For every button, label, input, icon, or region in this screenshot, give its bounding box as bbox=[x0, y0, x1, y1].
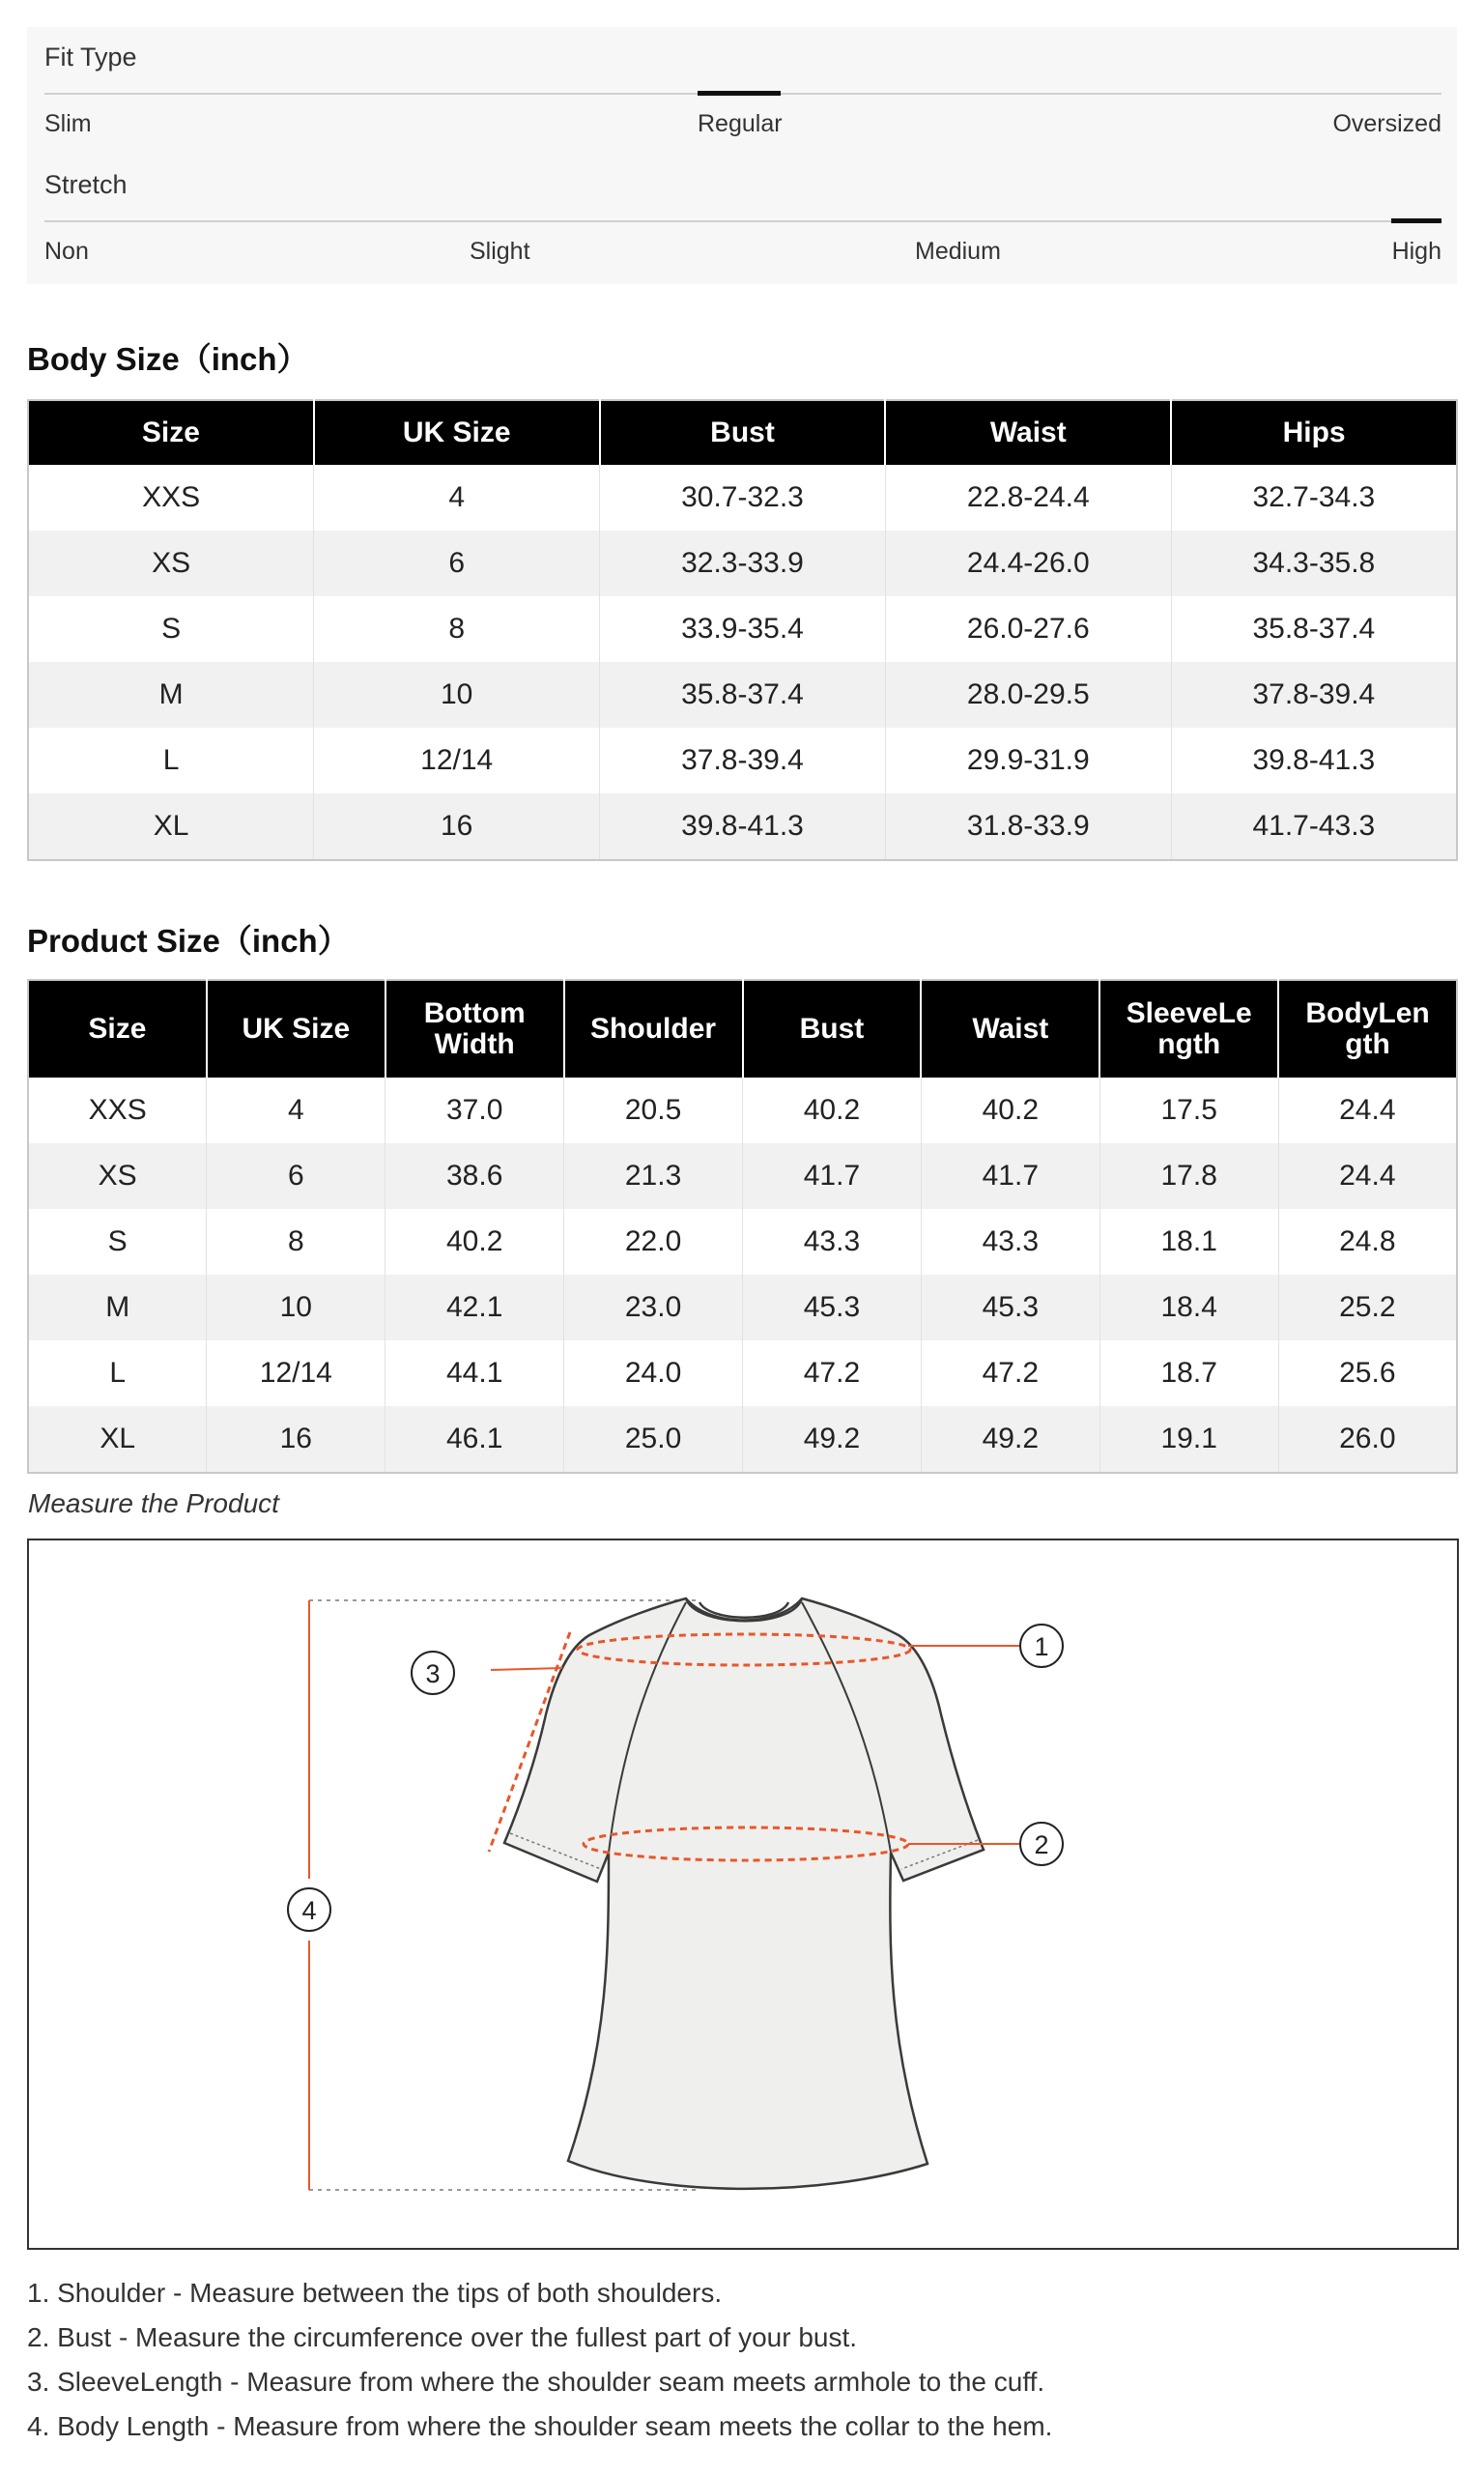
table-cell: 25.2 bbox=[1278, 1275, 1457, 1340]
table-cell: 18.4 bbox=[1099, 1275, 1278, 1340]
table-cell: 22.0 bbox=[564, 1209, 743, 1275]
table-cell: 41.7 bbox=[743, 1143, 922, 1209]
table-cell: 40.2 bbox=[385, 1209, 564, 1275]
measure-note-body-length: 4. Body Length - Measure from where the shoulder seam meets the collar to the hem. bbox=[27, 2411, 1053, 2441]
table-cell: 20.5 bbox=[564, 1078, 743, 1143]
table-cell: 37.8-39.4 bbox=[1171, 662, 1457, 728]
table-cell: 43.3 bbox=[743, 1209, 922, 1275]
table-cell: L bbox=[28, 1340, 207, 1406]
table-cell: 16 bbox=[207, 1406, 385, 1473]
table-cell: 46.1 bbox=[385, 1406, 564, 1473]
table-row bbox=[28, 1209, 1457, 1275]
table-cell: 25.6 bbox=[1278, 1340, 1457, 1406]
table-cell: 21.3 bbox=[564, 1143, 743, 1209]
table-cell: 12/14 bbox=[207, 1340, 385, 1406]
table-cell: 31.8-33.9 bbox=[885, 793, 1171, 860]
table-cell: 42.1 bbox=[385, 1275, 564, 1340]
table-cell: 24.0 bbox=[564, 1340, 743, 1406]
measure-diagram bbox=[27, 1539, 1459, 2250]
fit-type-scale bbox=[44, 27, 1441, 155]
table-cell: 6 bbox=[207, 1143, 385, 1209]
column-header: Bust bbox=[743, 980, 922, 1078]
table-cell: 8 bbox=[207, 1209, 385, 1275]
table-cell: 24.4-26.0 bbox=[885, 531, 1171, 596]
callout-3-leader bbox=[491, 1668, 562, 1670]
table-cell: 30.7-32.3 bbox=[600, 465, 886, 531]
measure-note-bust: 2. Bust - Measure the circumference over the fullest part of your bust. bbox=[27, 2322, 858, 2352]
table-cell: 43.3 bbox=[921, 1209, 1099, 1275]
table-cell: XL bbox=[28, 793, 314, 860]
table-cell: 10 bbox=[207, 1275, 385, 1340]
table-cell: 35.8-37.4 bbox=[600, 662, 886, 728]
measure-note-sleeve-length: 3. SleeveLength - Measure from where the shoulder seam meets armhole to the cuff. bbox=[27, 2367, 1045, 2397]
table-cell: 28.0-29.5 bbox=[885, 662, 1171, 728]
table-cell: 10 bbox=[314, 662, 600, 728]
table-cell: 24.4 bbox=[1278, 1143, 1457, 1209]
fit-type-option-oversized: Oversized bbox=[1332, 110, 1441, 137]
column-header: Waist bbox=[885, 400, 1171, 465]
table-cell: 38.6 bbox=[385, 1143, 564, 1209]
table-cell: 4 bbox=[314, 465, 600, 531]
callout-1-label: 1 bbox=[1034, 1632, 1049, 1661]
table-header-row bbox=[28, 400, 1457, 465]
table-row bbox=[28, 465, 1457, 531]
table-cell: XL bbox=[28, 1406, 207, 1473]
stretch-option-slight: Slight bbox=[470, 238, 530, 265]
callout-2-label: 2 bbox=[1034, 1830, 1049, 1859]
callout-3-badge bbox=[412, 1652, 454, 1694]
stretch-scale bbox=[44, 155, 1441, 284]
table-row bbox=[28, 662, 1457, 728]
table-cell: 4 bbox=[207, 1078, 385, 1143]
body-size-title: Body Size（inch） bbox=[27, 341, 309, 377]
column-header: SleeveLe ngth bbox=[1099, 980, 1278, 1078]
callout-4-label: 4 bbox=[301, 1896, 317, 1925]
table-cell: S bbox=[28, 596, 314, 662]
table-cell: 35.8-37.4 bbox=[1171, 596, 1457, 662]
table-row bbox=[28, 1406, 1457, 1473]
stretch-option-medium: Medium bbox=[915, 238, 1001, 265]
table-cell: 40.2 bbox=[743, 1078, 922, 1143]
table-cell: 44.1 bbox=[385, 1340, 564, 1406]
measure-caption: Measure the Product bbox=[28, 1488, 279, 1518]
column-header: Size bbox=[28, 400, 314, 465]
table-cell: 26.0-27.6 bbox=[885, 596, 1171, 662]
measure-note-shoulder: 1. Shoulder - Measure between the tips of both shoulders. bbox=[27, 2278, 723, 2308]
table-cell: S bbox=[28, 1209, 207, 1275]
table-cell: 26.0 bbox=[1278, 1406, 1457, 1473]
product-size-table bbox=[27, 979, 1458, 1474]
table-cell: 16 bbox=[314, 793, 600, 860]
column-header: Waist bbox=[921, 980, 1099, 1078]
column-header: BodyLen gth bbox=[1278, 980, 1457, 1078]
callout-3-label: 3 bbox=[425, 1659, 441, 1688]
table-cell: L bbox=[28, 728, 314, 793]
table-cell: 39.8-41.3 bbox=[600, 793, 886, 860]
callout-4-badge bbox=[288, 1888, 330, 1931]
table-cell: 47.2 bbox=[921, 1340, 1099, 1406]
stretch-option-non: Non bbox=[44, 238, 89, 265]
table-cell: XS bbox=[28, 531, 314, 596]
table-row bbox=[28, 1275, 1457, 1340]
table-cell: 17.8 bbox=[1099, 1143, 1278, 1209]
column-header: Bust bbox=[600, 400, 886, 465]
table-cell: 23.0 bbox=[564, 1275, 743, 1340]
table-cell: 25.0 bbox=[564, 1406, 743, 1473]
table-cell: 6 bbox=[314, 531, 600, 596]
column-header: Hips bbox=[1171, 400, 1457, 465]
table-row bbox=[28, 728, 1457, 793]
tshirt-measure-illustration bbox=[29, 1540, 1457, 2248]
table-cell: 32.7-34.3 bbox=[1171, 465, 1457, 531]
table-row bbox=[28, 596, 1457, 662]
table-cell: 34.3-35.8 bbox=[1171, 531, 1457, 596]
stretch-option-high: High bbox=[1391, 238, 1441, 265]
table-cell: 24.4 bbox=[1278, 1078, 1457, 1143]
table-cell: 45.3 bbox=[921, 1275, 1099, 1340]
table-cell: 24.8 bbox=[1278, 1209, 1457, 1275]
callout-1-badge bbox=[1020, 1625, 1063, 1667]
table-cell: XS bbox=[28, 1143, 207, 1209]
product-size-title: Product Size（inch） bbox=[27, 923, 350, 959]
table-cell: 17.5 bbox=[1099, 1078, 1278, 1143]
table-header-row bbox=[28, 980, 1457, 1078]
stretch-marker bbox=[1391, 218, 1441, 223]
table-cell: 49.2 bbox=[743, 1406, 922, 1473]
table-cell: 45.3 bbox=[743, 1275, 922, 1340]
callout-2-badge bbox=[1020, 1823, 1063, 1865]
tshirt-icon bbox=[504, 1598, 984, 2189]
fit-panel bbox=[27, 27, 1457, 284]
table-cell: M bbox=[28, 1275, 207, 1340]
fit-type-title: Fit Type bbox=[44, 43, 137, 72]
table-cell: 32.3-33.9 bbox=[600, 531, 886, 596]
column-header: UK Size bbox=[314, 400, 600, 465]
column-header: Size bbox=[28, 980, 207, 1078]
table-row bbox=[28, 1143, 1457, 1209]
table-cell: 29.9-31.9 bbox=[885, 728, 1171, 793]
table-cell: 19.1 bbox=[1099, 1406, 1278, 1473]
fit-type-option-regular: Regular bbox=[698, 110, 783, 137]
table-cell: 37.0 bbox=[385, 1078, 564, 1143]
table-cell: 41.7 bbox=[921, 1143, 1099, 1209]
table-cell: XXS bbox=[28, 465, 314, 531]
body-size-table bbox=[27, 399, 1458, 861]
column-header: UK Size bbox=[207, 980, 385, 1078]
table-cell: 49.2 bbox=[921, 1406, 1099, 1473]
fit-type-marker bbox=[698, 91, 781, 96]
fit-type-option-slim: Slim bbox=[44, 110, 92, 137]
table-cell: 22.8-24.4 bbox=[885, 465, 1171, 531]
table-cell: 41.7-43.3 bbox=[1171, 793, 1457, 860]
measure-notes bbox=[27, 2271, 1457, 2449]
table-cell: 18.1 bbox=[1099, 1209, 1278, 1275]
table-cell: 12/14 bbox=[314, 728, 600, 793]
table-cell: XXS bbox=[28, 1078, 207, 1143]
table-row bbox=[28, 793, 1457, 860]
column-header: Shoulder bbox=[564, 980, 743, 1078]
table-cell: 40.2 bbox=[921, 1078, 1099, 1143]
stretch-title: Stretch bbox=[44, 170, 128, 199]
table-cell: 37.8-39.4 bbox=[600, 728, 886, 793]
column-header: Bottom Width bbox=[385, 980, 564, 1078]
table-row bbox=[28, 1340, 1457, 1406]
table-cell: 18.7 bbox=[1099, 1340, 1278, 1406]
table-cell: 47.2 bbox=[743, 1340, 922, 1406]
stretch-track bbox=[44, 220, 1441, 222]
table-cell: 33.9-35.4 bbox=[600, 596, 886, 662]
table-row bbox=[28, 1078, 1457, 1143]
table-row bbox=[28, 531, 1457, 596]
table-cell: M bbox=[28, 662, 314, 728]
table-cell: 8 bbox=[314, 596, 600, 662]
table-cell: 39.8-41.3 bbox=[1171, 728, 1457, 793]
